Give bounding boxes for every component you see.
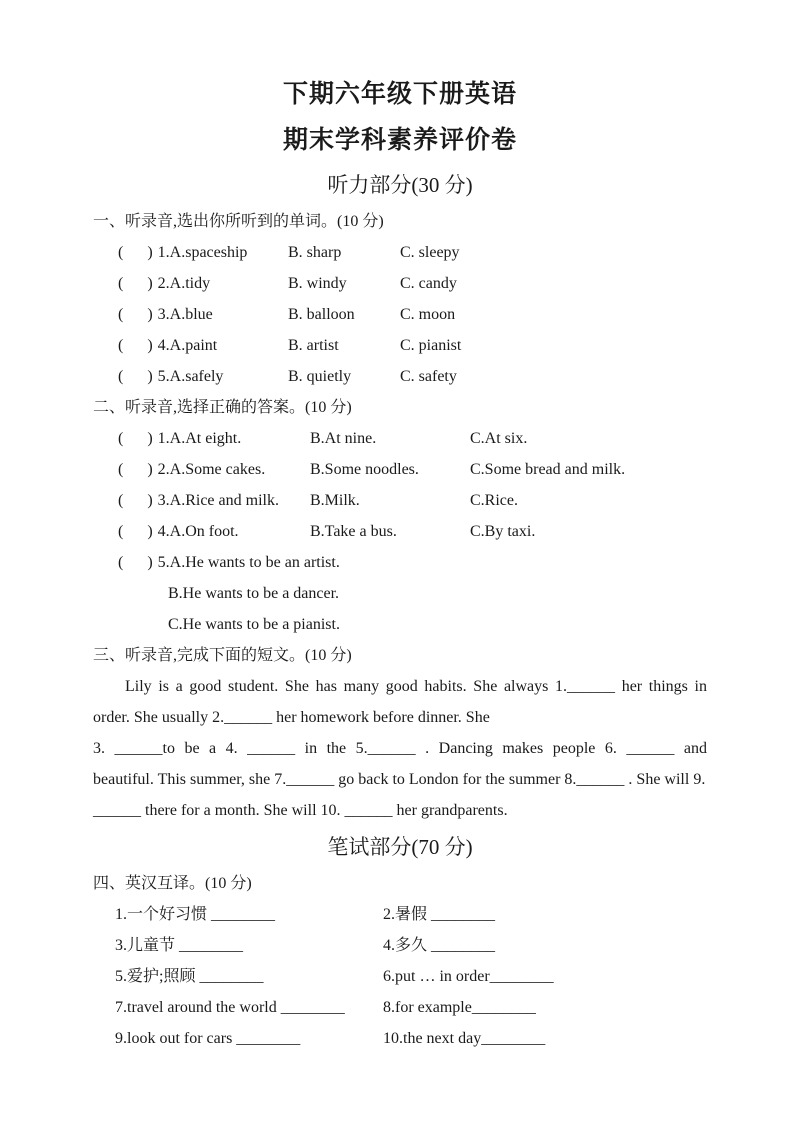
section-listen-words xyxy=(93,206,707,392)
section3-heading: 三、听录音,完成下面的短文。(10 分) xyxy=(93,647,352,664)
question-row-1 xyxy=(93,237,707,268)
section-listen-cloze xyxy=(93,640,707,826)
option-b: B.Milk. xyxy=(310,492,360,509)
option-c: C. safety xyxy=(400,368,457,385)
translation-item: 5.爱护;照顾 ________ xyxy=(115,968,264,985)
option-b: B. sharp xyxy=(288,244,342,261)
translation-item: 8.for example________ xyxy=(383,999,536,1016)
option-a-cell xyxy=(118,299,288,330)
option-c: C.Rice. xyxy=(470,492,518,509)
section1-heading: 一、听录音,选出你所听到的单词。(10 分) xyxy=(93,213,384,230)
option-b: B. windy xyxy=(288,275,347,292)
answer-blank-parens: ( ) xyxy=(118,554,153,571)
cloze-line-1: Lily is a good student. She has many good habits. She always 1.______ her things in xyxy=(125,678,707,695)
option-a-cell xyxy=(118,516,310,547)
translation-item: 2.暑假 ________ xyxy=(383,906,496,923)
option-a-cell xyxy=(118,547,340,578)
exam-title-line2: 期末学科素养评价卷 xyxy=(282,127,517,154)
translation-row-4 xyxy=(93,992,707,1023)
translation-row-2 xyxy=(93,930,707,961)
translation-item: 6.put … in order________ xyxy=(383,968,554,985)
option-b: B.Some noodles. xyxy=(310,461,419,478)
option-a: 3.A.blue xyxy=(157,306,213,323)
option-a: 1.A.At eight. xyxy=(157,430,242,447)
answer-blank-parens: ( ) xyxy=(118,337,153,354)
option-a: 4.A.paint xyxy=(157,337,218,354)
option-b-continuation: B.He wants to be a dancer. xyxy=(168,585,340,602)
option-a-cell xyxy=(118,330,288,361)
option-c: C.At six. xyxy=(470,430,528,447)
cloze-line-2: order. She usually 2.______ her homework before dinner. She xyxy=(93,709,490,726)
option-c: C.By taxi. xyxy=(470,523,536,540)
answer-blank-parens: ( ) xyxy=(118,430,153,447)
option-a-cell xyxy=(118,268,288,299)
translation-row-1 xyxy=(93,899,707,930)
option-c: C. pianist xyxy=(400,337,462,354)
question-row-2 xyxy=(93,268,707,299)
question-row-1 xyxy=(93,423,707,454)
section-translation xyxy=(93,868,707,1054)
option-a-cell xyxy=(118,485,310,516)
option-b: B. balloon xyxy=(288,306,355,323)
option-a: 2.A.Some cakes. xyxy=(157,461,266,478)
option-b: B.Take a bus. xyxy=(310,523,397,540)
option-a: 5.A.safely xyxy=(157,368,224,385)
question-row-2 xyxy=(93,454,707,485)
answer-blank-parens: ( ) xyxy=(118,306,153,323)
translation-item: 1.一个好习惯 ________ xyxy=(115,906,276,923)
option-a: 4.A.On foot. xyxy=(157,523,239,540)
option-c-continuation: C.He wants to be a pianist. xyxy=(168,616,340,633)
translation-item: 10.the next day________ xyxy=(383,1030,546,1047)
question-row-5 xyxy=(93,547,707,578)
option-a-cell xyxy=(118,361,288,392)
option-b: B. quietly xyxy=(288,368,352,385)
option-b: B.At nine. xyxy=(310,430,377,447)
translation-row-5 xyxy=(93,1023,707,1054)
question-row-3 xyxy=(93,485,707,516)
answer-blank-parens: ( ) xyxy=(118,244,153,261)
section-listen-answers xyxy=(93,392,707,640)
option-c: C.Some bread and milk. xyxy=(470,461,626,478)
option-a-cell xyxy=(118,454,310,485)
cloze-line-5: ______ there for a month. She will 10. ______ her grandparents. xyxy=(93,802,508,819)
option-c: C. candy xyxy=(400,275,457,292)
question-row-4 xyxy=(93,330,707,361)
translation-item: 4.多久 ________ xyxy=(383,937,496,954)
question-row-4 xyxy=(93,516,707,547)
written-part-header: 笔试部分(70 分) xyxy=(327,835,473,859)
translation-item: 9.look out for cars ________ xyxy=(115,1030,301,1047)
translation-item: 3.儿童节 ________ xyxy=(115,937,244,954)
question-row-5 xyxy=(93,361,707,392)
answer-blank-parens: ( ) xyxy=(118,492,153,509)
answer-blank-parens: ( ) xyxy=(118,461,153,478)
option-a-cell xyxy=(118,423,310,454)
section4-heading: 四、英汉互译。(10 分) xyxy=(93,875,252,892)
option-b: B. artist xyxy=(288,337,339,354)
question-row-3 xyxy=(93,299,707,330)
listening-part-header: 听力部分(30 分) xyxy=(327,173,473,197)
translation-item: 7.travel around the world ________ xyxy=(115,999,345,1016)
option-a: 2.A.tidy xyxy=(157,275,211,292)
option-a: 1.A.spaceship xyxy=(157,244,248,261)
option-a-cell xyxy=(118,237,288,268)
section2-heading: 二、听录音,选择正确的答案。(10 分) xyxy=(93,399,352,416)
option-c: C. moon xyxy=(400,306,456,323)
answer-blank-parens: ( ) xyxy=(118,523,153,540)
cloze-line-4: beautiful. This summer, she 7.______ go back to London for the summer 8.______ . She will 9. xyxy=(93,771,706,788)
option-a: 5.A.He wants to be an artist. xyxy=(157,554,340,571)
option-a: 3.A.Rice and milk. xyxy=(157,492,279,509)
translation-row-3 xyxy=(93,961,707,992)
cloze-line-3: 3. ______to be a 4. ______ in the 5.______ . Dancing makes people 6. ______ and xyxy=(93,740,707,757)
answer-blank-parens: ( ) xyxy=(118,368,153,385)
option-c: C. sleepy xyxy=(400,244,460,261)
exam-title-line1: 下期六年级下册英语 xyxy=(282,81,517,108)
answer-blank-parens: ( ) xyxy=(118,275,153,292)
